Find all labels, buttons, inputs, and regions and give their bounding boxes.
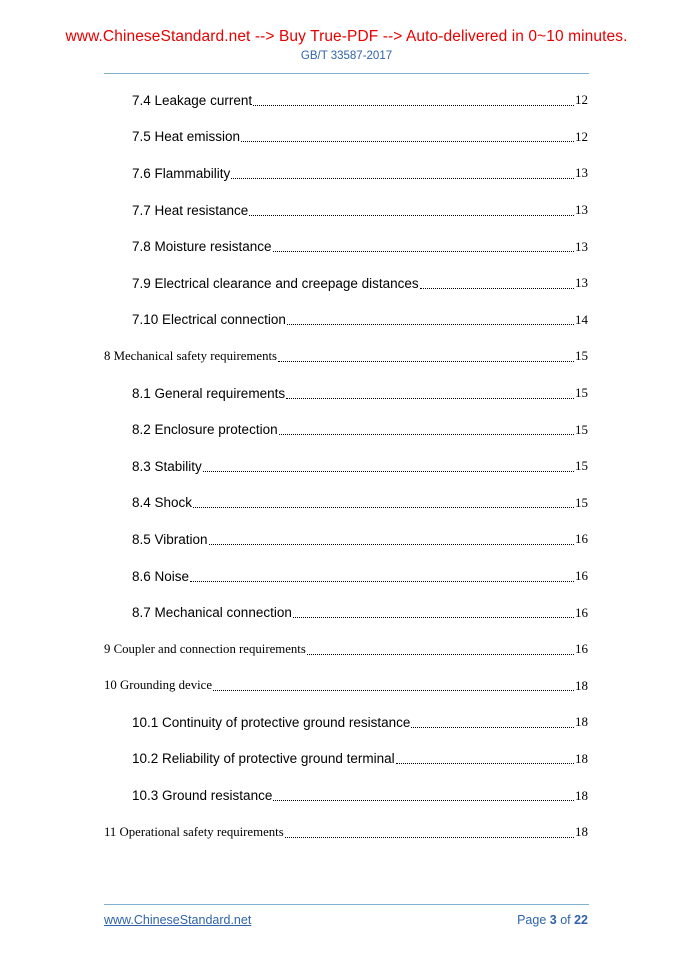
page-footer [104,913,588,927]
toc-leader-dots [273,800,574,801]
toc-entry-label: 10.1 Continuity of protective ground resistance [132,714,411,730]
toc-entry-page: 18 [575,677,588,693]
toc-leader-dots [190,581,574,582]
toc-entry[interactable] [104,668,588,705]
toc-leader-dots [213,690,574,691]
toc-leader-dots [293,617,574,618]
toc-leader-dots [411,727,574,728]
toc-entry[interactable] [104,631,588,668]
toc-leader-dots [285,837,574,838]
toc-entry-page: 18 [575,824,588,840]
toc-entry-page: 16 [575,604,588,620]
toc-entry-page: 12 [575,128,588,144]
toc-entry-page: 12 [575,92,588,108]
toc-entry[interactable] [104,265,588,302]
toc-leader-dots [279,434,574,435]
toc-entry[interactable] [104,411,588,448]
toc-entry[interactable] [104,375,588,412]
toc-entry-page: 15 [575,385,588,401]
toc-leader-dots [209,544,574,545]
toc-entry-page: 14 [575,311,588,327]
toc-entry-label: 8.2 Enclosure protection [132,422,278,438]
toc-entry[interactable] [104,558,588,595]
toc-entry-page: 16 [575,568,588,584]
toc-entry-page: 13 [575,165,588,181]
toc-entry-label: 7.5 Heat emission [132,129,241,145]
toc-entry-page: 16 [575,641,588,657]
toc-entry-page: 15 [575,348,588,364]
toc-entry-label: 10 Grounding device [104,678,213,693]
toc-entry-label: 10.3 Ground resistance [132,788,273,804]
toc-entry-page: 15 [575,421,588,437]
toc-entry-label: 7.9 Electrical clearance and creepage distances [132,275,419,291]
toc-entry-label: 7.7 Heat resistance [132,202,249,218]
toc-entry-label: 8.3 Stability [132,458,202,474]
page-of: of [556,913,575,927]
toc-entry-page: 13 [575,202,588,218]
toc-entry[interactable] [104,777,588,814]
toc-leader-dots [287,324,574,325]
footer-divider [104,904,589,905]
header-divider [104,73,589,74]
site-link[interactable]: www.ChineseStandard.net [104,913,252,927]
toc-entry[interactable] [104,485,588,522]
toc-entry-page: 13 [575,275,588,291]
toc-leader-dots [241,141,574,142]
toc-entry-page: 16 [575,531,588,547]
toc-entry[interactable] [104,594,588,631]
toc-entry-label: 7.8 Moisture resistance [132,239,272,255]
toc-entry[interactable] [104,192,588,229]
toc-entry-page: 18 [575,750,588,766]
toc-leader-dots [420,288,574,289]
toc-leader-dots [286,398,574,399]
table-of-contents [104,82,588,850]
standard-number: GB/T 33587-2017 [300,50,393,62]
toc-leader-dots [273,251,574,252]
toc-leader-dots [231,178,574,179]
toc-leader-dots [249,215,574,216]
toc-entry[interactable] [104,814,588,851]
toc-entry-page: 15 [575,458,588,474]
toc-entry-label: 8.4 Shock [132,495,193,511]
toc-entry-label: 10.2 Reliability of protective ground terminal [132,751,395,767]
toc-entry-label: 7.4 Leakage current [132,92,253,108]
toc-entry-page: 18 [575,787,588,803]
toc-leader-dots [253,105,574,106]
page-total: 22 [574,913,588,927]
page-indicator [517,913,588,927]
toc-entry-label: 8 Mechanical safety requirements [104,348,278,363]
toc-leader-dots [193,507,574,508]
toc-entry[interactable] [104,448,588,485]
toc-entry[interactable] [104,521,588,558]
toc-entry[interactable] [104,82,588,119]
toc-entry-label: 7.6 Flammability [132,165,231,181]
toc-entry-page: 18 [575,714,588,730]
toc-leader-dots [307,654,574,655]
page-current: 3 [549,913,557,927]
toc-entry[interactable] [104,155,588,192]
toc-entry[interactable] [104,704,588,741]
toc-entry[interactable] [104,741,588,778]
toc-entry-page: 15 [575,494,588,510]
toc-entry-label: 8.1 General requirements [132,385,286,401]
toc-leader-dots [203,471,574,472]
toc-leader-dots [396,763,574,764]
toc-entry-label: 9 Coupler and connection requirements [104,641,306,656]
toc-entry-label: 8.7 Mechanical connection [132,605,292,621]
toc-leader-dots [278,361,574,362]
toc-entry-page: 13 [575,238,588,254]
toc-entry-label: 7.10 Electrical connection [132,312,286,328]
toc-entry[interactable] [104,302,588,339]
toc-entry-label: 8.5 Vibration [132,531,208,547]
toc-entry-label: 11 Operational safety requirements [104,824,284,839]
toc-entry[interactable] [104,119,588,156]
page-prefix: Page [517,913,550,927]
toc-entry[interactable] [104,338,588,375]
promo-banner[interactable]: www.ChineseStandard.net --> Buy True-PDF --> Auto-delivered in 0~10 minutes. [65,28,628,45]
toc-entry[interactable] [104,228,588,265]
toc-entry-label: 8.6 Noise [132,568,190,584]
